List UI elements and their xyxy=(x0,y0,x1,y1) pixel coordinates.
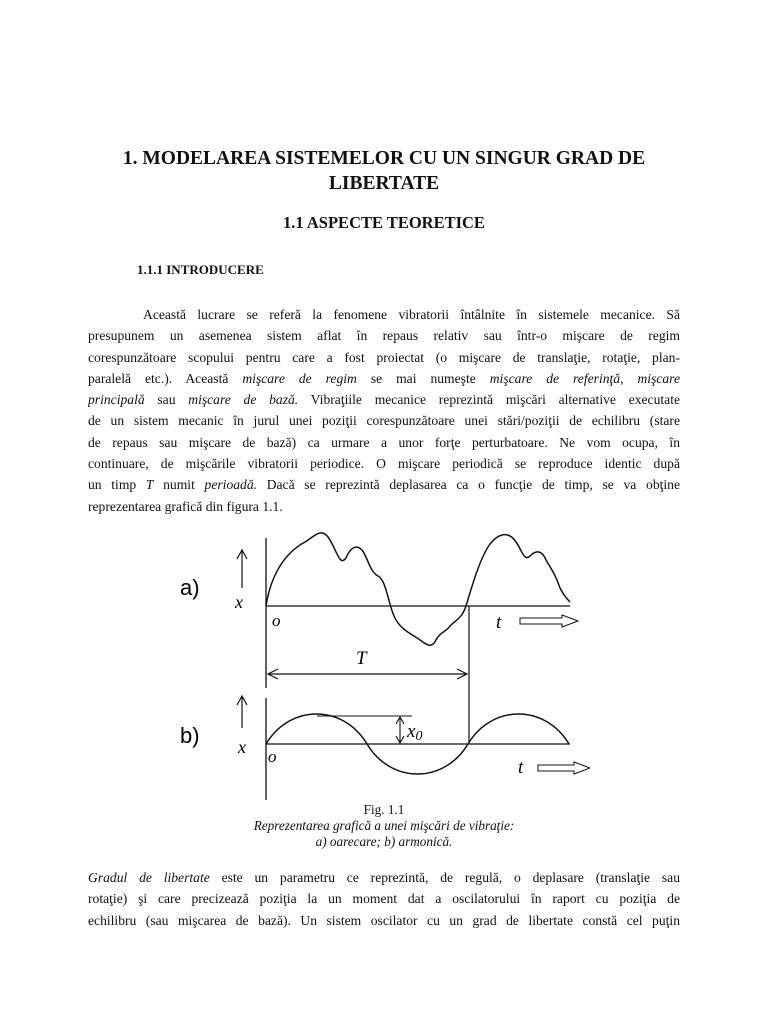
term-italic: T xyxy=(145,477,154,493)
origin-label: o xyxy=(272,611,281,630)
origin-label: o xyxy=(268,747,277,766)
x-axis-label: x xyxy=(238,737,246,757)
degree-of-freedom-paragraph xyxy=(88,867,680,931)
amplitude-symbol: x xyxy=(407,721,416,742)
caption-line1: Reprezentarea grafică a unei mişcări de vibraţie: xyxy=(253,818,515,833)
figure-b xyxy=(180,696,590,800)
term-italic: mişcare xyxy=(637,370,680,386)
text-run: Vibraţiile mecanice reprezintă mişcări alternative executate xyxy=(298,392,680,408)
figure-caption xyxy=(90,802,678,850)
time-direction-arrow xyxy=(538,762,590,774)
figure-a xyxy=(180,533,578,742)
text-run: sau xyxy=(144,392,189,408)
para2-line xyxy=(88,867,680,888)
figure-number: Fig. 1.1 xyxy=(363,802,405,817)
vibration-figure xyxy=(150,528,590,803)
para2-line: echilibru (sau mişcarea de bază). Un sistem oscilator cu un grad de libertate constă cel puţin xyxy=(88,912,680,928)
term-italic: Gradul de libertate xyxy=(88,870,210,885)
para1-line: corespunzătoare scopului pentru care a fost proiectat (o mişcare de translaţie, rotaţie, plan- xyxy=(88,349,680,365)
section-title: 1.1 ASPECTE TEORETICE xyxy=(283,213,485,232)
text-run: un timp xyxy=(88,477,146,493)
term-italic: mişcare de referinţă xyxy=(489,370,621,386)
text-run: paralelă etc.). Această xyxy=(88,370,243,386)
period-label: T xyxy=(356,648,367,669)
term-italic: mişcare de bază. xyxy=(188,392,299,408)
text-run: Dacă se reprezintă deplasarea ca o funcţie de timp, se va obţine xyxy=(257,477,680,493)
chapter-title-line1: 1. MODELAREA SISTEMELOR CU UN SINGUR GRAD DE xyxy=(122,148,646,169)
caption-line2: a) oarecare; b) armonică. xyxy=(315,834,453,849)
text-run: numit xyxy=(153,477,205,493)
time-label: t xyxy=(518,757,524,778)
para1-line: de repaus sau mişcare de bază) ca urmare a unor forţe perturbatoare. Ne vom ocupa, în xyxy=(88,434,680,450)
para1-line xyxy=(88,474,680,495)
para2-line: rotaţie) şi care precizează poziţia la un moment dat a oscilatorului în raport cu poziţia de xyxy=(88,891,680,907)
para1-line xyxy=(88,368,680,389)
para1-line: Această lucrare se referă la fenomene vibratorii întâlnite în sistemele mecanice. Să xyxy=(143,307,680,322)
time-label: t xyxy=(496,612,502,633)
subsection-title: 1.1.1 INTRODUCERE xyxy=(137,262,264,277)
intro-paragraph xyxy=(88,304,680,517)
x-axis-label: x xyxy=(235,592,243,612)
para1-line: presupunem un asemenea sistem aflat în repaus relativ sau într-o mişcare de regim xyxy=(88,328,680,344)
figure-b-label: b) xyxy=(180,723,200,748)
amplitude-subscript: 0 xyxy=(415,729,423,744)
figure-a-label: a) xyxy=(180,575,200,600)
term-italic: principală xyxy=(88,392,145,408)
chapter-title-line2: LIBERTATE xyxy=(328,173,440,194)
text-run: se mai numeşte xyxy=(356,370,490,386)
para1-line: continuare, de mişcările vibratorii periodice. O mişcare periodică se reproduce identic după xyxy=(88,456,680,472)
para1-line: de un sistem mecanic în jurul unei poziţii corespunzătoare unei stări/poziţii de echilibru (stare xyxy=(88,413,680,429)
amplitude-label xyxy=(406,721,422,744)
term-italic: perioadă. xyxy=(204,477,258,493)
arbitrary-vibration-curve xyxy=(266,533,570,645)
term-italic: mişcare de regim xyxy=(242,370,357,386)
para1-line: reprezentarea grafică din figura 1.1. xyxy=(88,498,283,514)
para1-line xyxy=(88,389,680,410)
chapter-title xyxy=(90,146,678,196)
text-run: , xyxy=(620,370,638,386)
text-run: este un parametru ce reprezintă, de regulă, o deplasare (translaţie sau xyxy=(209,870,680,885)
time-direction-arrow xyxy=(520,615,578,627)
